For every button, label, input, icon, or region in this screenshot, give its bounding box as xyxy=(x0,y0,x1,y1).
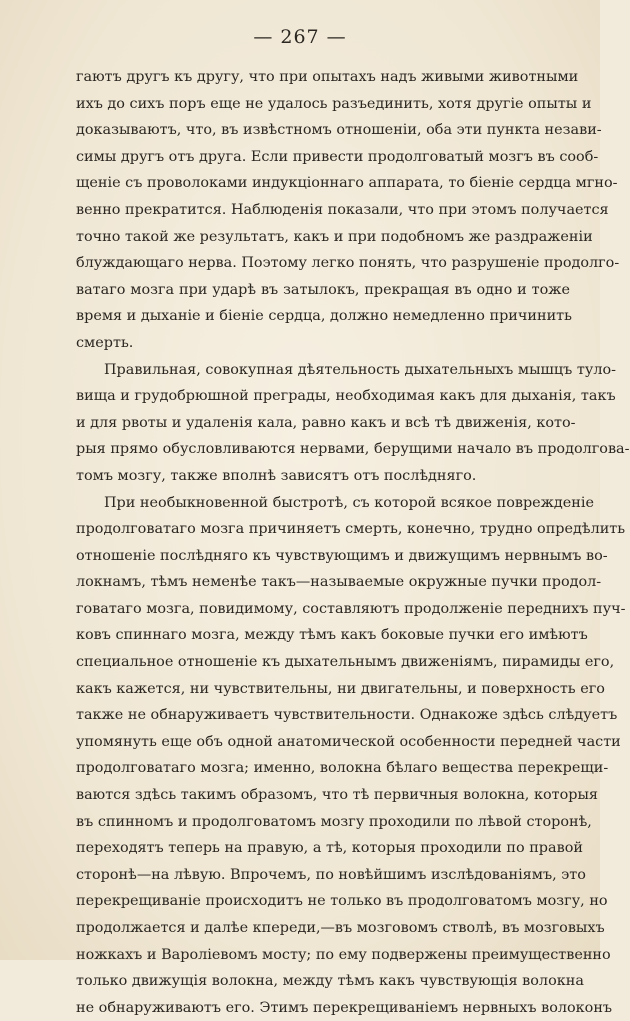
text-line: симы другъ отъ друга. Если привести продолговатый мозгъ въ сооб- xyxy=(76,148,599,165)
page-number: — 267 — xyxy=(253,26,347,48)
text-line: отношеніе послѣдняго къ чувствующимъ и движущимъ нервнымъ во- xyxy=(76,547,608,564)
text-line: перекрещиваніе происходитъ не только въ продолговатомъ мозгу, но xyxy=(76,893,608,910)
text-line: рыя прямо обусловливаются нервами, берущими начало въ продолговa- xyxy=(76,441,630,458)
text-line: упомянуть еще объ одной анатомической особенности передней части xyxy=(76,733,621,750)
text-line: переходятъ теперь на правую, а тѣ, которыя проходили по правой xyxy=(76,840,583,857)
body-text xyxy=(76,64,630,1021)
text-line: венно прекратится. Наблюденія показали, что при этомъ получается xyxy=(76,201,609,218)
text-line: доказываютъ, что, въ извѣстномъ отношеніи, оба эти пункта незави- xyxy=(76,122,602,139)
text-line: локнамъ, тѣмъ неменѣе такъ—называемые окружные пучки продол- xyxy=(76,574,602,591)
text-line: говатаго мозга, повидимому, составляютъ продолженіе переднихъ пуч- xyxy=(76,600,626,617)
text-line: время и дыханіе и біеніе сердца, должно немедленно причинить xyxy=(76,308,572,325)
text-line: гаютъ другъ къ другу, что при опытахъ надъ живыми животными xyxy=(76,69,579,85)
text-line: щеніе съ проволоками индукціоннаго аппарата, то біеніе сердца мгно- xyxy=(76,175,618,192)
text-line: специальное отношеніе къ дыхательнымъ движеніямъ, пирамиды его, xyxy=(76,654,615,671)
text-line: вища и грудобрюшной преграды, необходимая какъ для дыханія, такъ xyxy=(76,388,616,405)
paragraph-start-line: Правильная, совокупная дѣятельность дыхательныхъ мышцъ туло- xyxy=(104,361,616,378)
text-line: томъ мозгу, также вполнѣ зависятъ отъ послѣдняго. xyxy=(76,467,477,484)
text-line: продолжается и далѣе кпереди,—въ мозговомъ стволѣ, въ мозговыхъ xyxy=(76,920,605,936)
text-line: продолговатаго мозга причиняетъ смерть, конечно, трудно опредѣлить xyxy=(76,521,626,538)
text-line: какъ кажется, ни чувствительны, ни двигательны, и поверхность его xyxy=(76,680,605,697)
text-line: ковъ спиннаго мозга, между тѣмъ какъ боковые пучки его имѣютъ xyxy=(76,627,588,644)
text-line: не обнаруживаютъ его. Этимъ перекрещиваніемъ нервныхъ волоконъ xyxy=(76,999,613,1016)
text-line: также не обнаруживаетъ чувствительности. Однакоже здѣсь слѣдуетъ xyxy=(76,707,618,724)
text-line: точно такой же результатъ, какъ и при подобномъ же раздраженіи xyxy=(76,228,593,245)
paragraph-start-line: При необыкновенной быстротѣ, съ которой всякое поврежденіе xyxy=(104,494,595,511)
text-line: только движущія волокна, между тѣмъ какъ чувствующія волокна xyxy=(76,973,584,990)
text-line: ихъ до сихъ поръ еще не удалось разъединить, хотя другіе опыты и xyxy=(76,95,592,112)
text-line: въ спинномъ и продолговатомъ мозгу проходили по лѣвой сторонѣ, xyxy=(76,813,592,830)
text-line: смерть. xyxy=(76,334,134,351)
text-line: продолговатаго мозга; именно, волокна бѣлаго вещества перекрещи- xyxy=(76,760,609,777)
text-line: ножкахъ и Вароліевомъ мосту; по ему подвержены преимущественно xyxy=(76,946,611,963)
text-line: блуждающаго нерва. Поэтому легко понять, что разрушеніе продолго- xyxy=(76,255,620,272)
text-line: ватаго мозга при ударѣ въ затылокъ, прекращая въ одно и тоже xyxy=(76,281,570,298)
text-line: сторонѣ—на лѣвую. Впрочемъ, по новѣйшимъ изслѣдованіямъ, это xyxy=(76,866,586,883)
text-line: и для рвоты и удаленія кала, равно какъ и всѣ тѣ движенія, кото- xyxy=(76,414,576,431)
text-line: ваются здѣсь такимъ образомъ, что тѣ первичныя волокна, которыя xyxy=(76,787,598,804)
